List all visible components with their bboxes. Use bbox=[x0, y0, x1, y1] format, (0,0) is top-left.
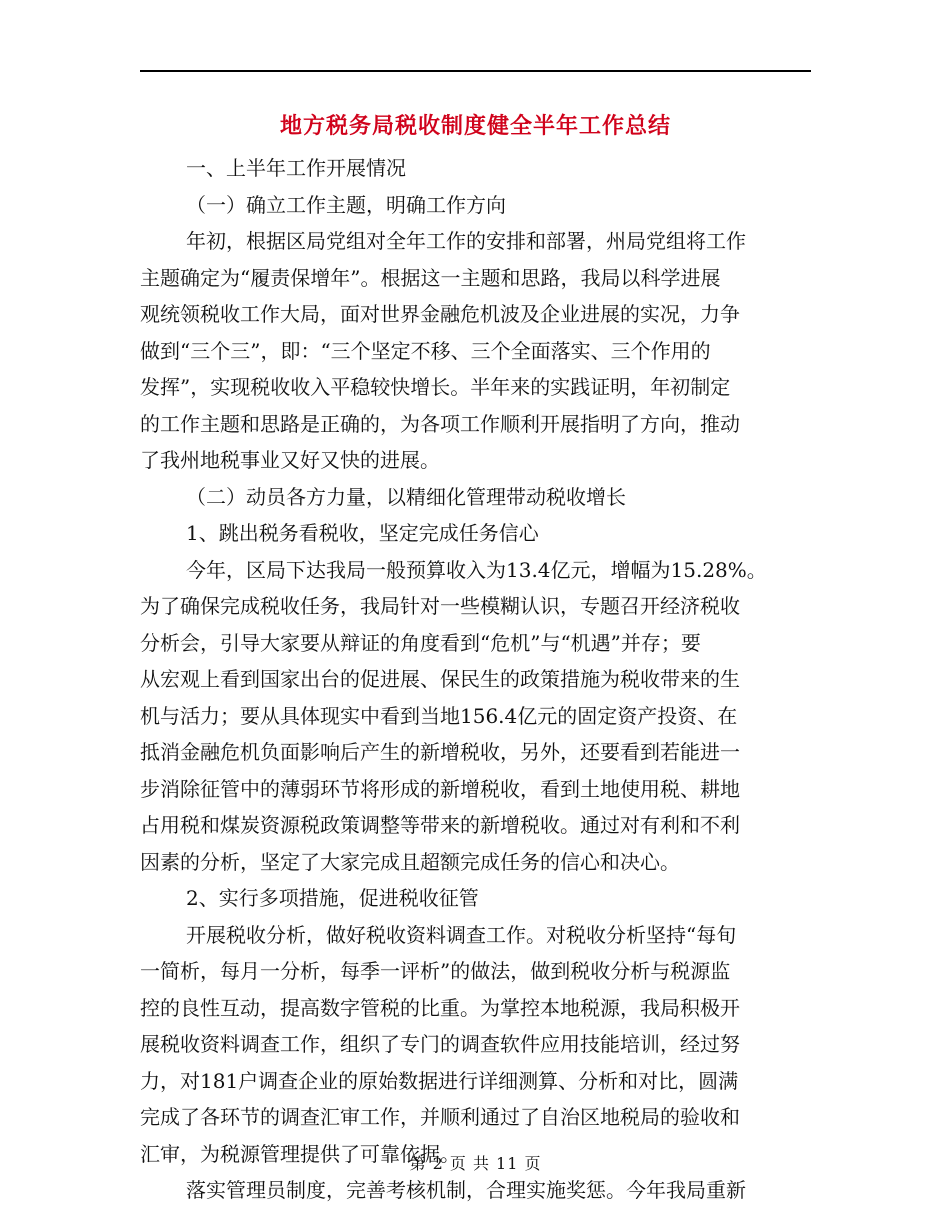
paragraph-line: 为了确保完成税收任务，我局针对一些模糊认识，专题召开经济税收 bbox=[140, 594, 740, 618]
document-body bbox=[140, 150, 811, 1209]
section-heading-1: 一、上半年工作开展情况 bbox=[186, 156, 406, 180]
paragraph-line: 观统领税收工作大局，面对世界金融危机波及企业进展的实况，力争 bbox=[140, 302, 740, 326]
page-number-footer: 第 2 页 共 11 页 bbox=[409, 1154, 542, 1173]
paragraph-line: 步消除征管中的薄弱环节将形成的新增税收，看到土地使用税、耕地 bbox=[140, 776, 740, 801]
paragraph-line: 展税收资料调查工作，组织了专门的调查软件应用技能培训，经过努 bbox=[140, 1032, 740, 1056]
paragraph-line: 一简析，每月一分析，每季一评析”的做法，做到税收分析与税源监 bbox=[140, 959, 731, 983]
paragraph-line: 主题确定为“履责保增年”。根据这一主题和思路，我局以科学进展 bbox=[140, 265, 721, 290]
paragraph-line: 汇审，为税源管理提供了可靠依据。 bbox=[140, 1141, 460, 1166]
paragraph-line: 控的良性互动，提高数字管税的比重。为掌控本地税源，我局积极开 bbox=[140, 995, 740, 1020]
item-heading-2: 2、实行多项措施，促进税收征管 bbox=[186, 886, 479, 910]
subsection-heading-1: （一）确立工作主题，明确工作方向 bbox=[186, 192, 506, 217]
paragraph-line: 年初，根据区局党组对全年工作的安排和部署，州局党组将工作 bbox=[186, 229, 746, 253]
paragraph-line: 了我州地税事业又好又快的进展。 bbox=[140, 448, 440, 472]
paragraph-line: 开展税收分析，做好税收资料调查工作。对税收分析坚持“每旬 bbox=[186, 922, 737, 947]
paragraph-line: 完成了各环节的调查汇审工作，并顺利通过了自治区地税局的验收和 bbox=[140, 1105, 740, 1129]
item-heading-1: 1、跳出税务看税收，坚定完成任务信心 bbox=[186, 521, 539, 545]
paragraph-line: 分析会，引导大家要从辩证的角度看到“危机”与“机遇”并存；要 bbox=[140, 630, 701, 655]
header-rule bbox=[140, 70, 811, 72]
paragraph-line: 的工作主题和思路是正确的，为各项工作顺利开展指明了方向，推动 bbox=[140, 411, 740, 436]
document-title: 地方税务局税收制度健全半年工作总结 bbox=[279, 113, 671, 139]
paragraph-line: 力，对181户调查企业的原始数据进行详细测算、分析和对比，圆满 bbox=[140, 1068, 739, 1093]
paragraph-line: 落实管理员制度，完善考核机制，合理实施奖惩。今年我局重新 bbox=[186, 1178, 746, 1202]
subsection-heading-2: （二）动员各方力量，以精细化管理带动税收增长 bbox=[186, 484, 626, 509]
paragraph-line: 做到“三个三”，即：“三个坚定不移、三个全面落实、三个作用的 bbox=[140, 338, 711, 363]
paragraph-line: 抵消金融危机负面影响后产生的新增税收，另外，还要看到若能进一 bbox=[140, 740, 740, 764]
paragraph-line: 发挥”，实现税收收入平稳较快增长。半年来的实践证明，年初制定 bbox=[140, 375, 731, 399]
paragraph-line: 因素的分析，坚定了大家完成且超额完成任务的信心和决心。 bbox=[140, 849, 680, 874]
paragraph-line: 占用税和煤炭资源税政策调整等带来的新增税收。通过对有利和不利 bbox=[140, 813, 740, 837]
paragraph-line: 从宏观上看到国家出台的促进展、保民生的政策措施为税收带来的生 bbox=[140, 667, 740, 691]
paragraph-line: 今年，区局下达我局一般预算收入为13.4亿元，增幅为15.28%。 bbox=[186, 557, 767, 582]
paragraph-line: 机与活力；要从具体现实中看到当地156.4亿元的固定资产投资、在 bbox=[140, 703, 738, 728]
